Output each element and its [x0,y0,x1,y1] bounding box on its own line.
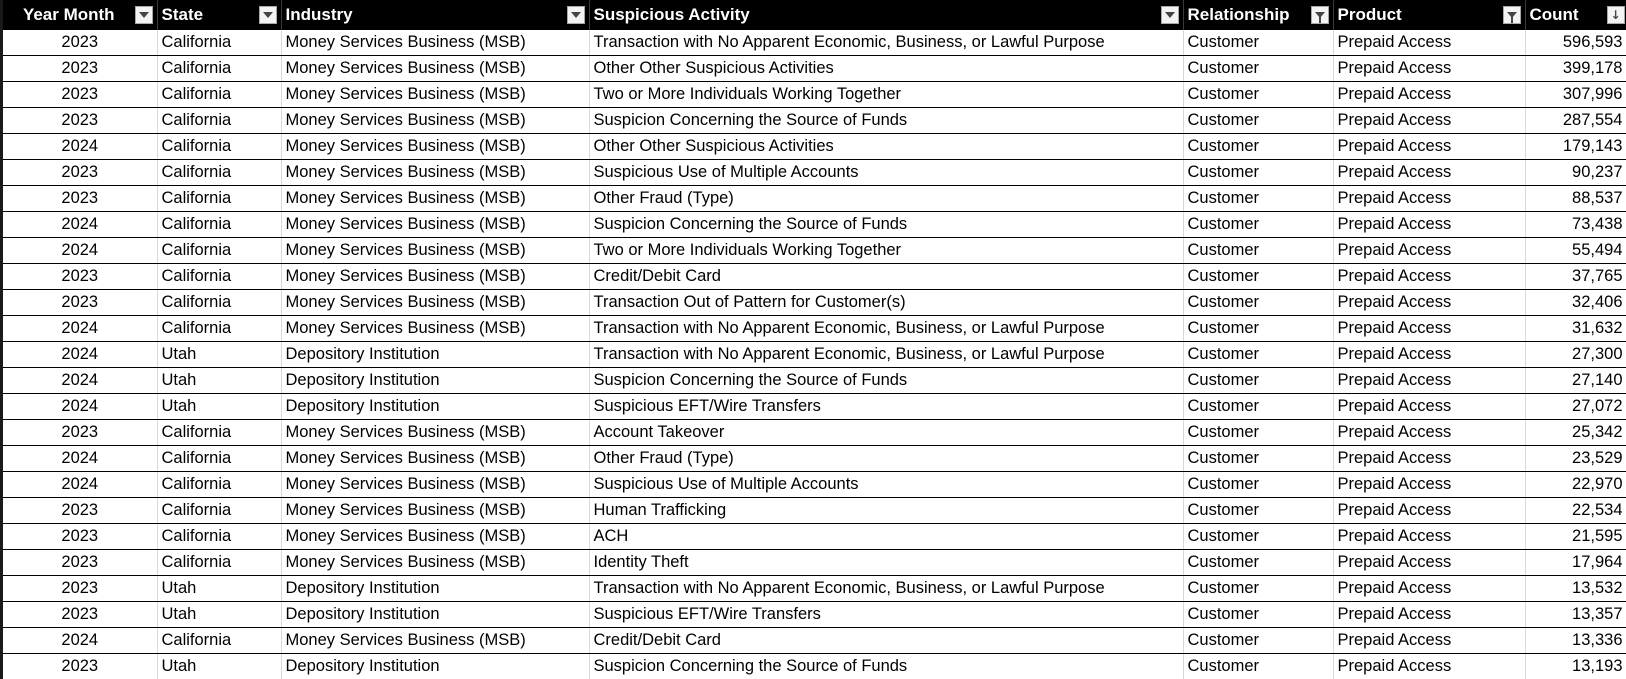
table-row [3,498,1626,524]
sort-descending-button[interactable] [1607,6,1625,24]
table-row [3,394,1626,420]
table-row [3,134,1626,160]
cell-count[interactable]: 13,193 [1525,654,1626,679]
cell-state[interactable]: California [157,290,281,316]
cell-count[interactable]: 13,532 [1525,576,1626,602]
cell-suspicious-activity[interactable]: Credit/Debit Card [589,628,1183,654]
cell-state[interactable]: California [157,420,281,446]
filter-dropdown-button[interactable] [567,6,585,24]
cell-year-month[interactable]: 2023 [3,264,157,290]
cell-year-month[interactable]: 2024 [3,134,157,160]
cell-suspicious-activity[interactable]: Transaction with No Apparent Economic, Business, or Lawful Purpose [589,30,1183,56]
cell-relationship[interactable]: Customer [1183,602,1333,628]
table-row [3,524,1626,550]
cell-year-month[interactable]: 2023 [3,498,157,524]
cell-year-month[interactable]: 2024 [3,212,157,238]
header-label: Industry [285,5,353,25]
cell-suspicious-activity[interactable]: Transaction with No Apparent Economic, Business, or Lawful Purpose [589,576,1183,602]
table-row [3,446,1626,472]
cell-product[interactable]: Prepaid Access [1333,524,1525,550]
cell-relationship[interactable]: Customer [1183,550,1333,576]
cell-product[interactable]: Prepaid Access [1333,498,1525,524]
cell-product[interactable]: Prepaid Access [1333,30,1525,56]
cell-count[interactable]: 55,494 [1525,238,1626,264]
filter-dropdown-button[interactable] [259,6,277,24]
cell-suspicious-activity[interactable]: Suspicion Concerning the Source of Funds [589,108,1183,134]
table-row [3,290,1626,316]
cell-industry[interactable]: Depository Institution [281,576,589,602]
cell-count[interactable]: 23,529 [1525,446,1626,472]
table-row [3,654,1626,679]
table-row [3,420,1626,446]
cell-product[interactable]: Prepaid Access [1333,628,1525,654]
cell-count[interactable]: 287,554 [1525,108,1626,134]
cell-suspicious-activity[interactable]: Suspicious Use of Multiple Accounts [589,160,1183,186]
table-row [3,30,1626,56]
filter-dropdown-button[interactable] [135,6,153,24]
cell-product[interactable]: Prepaid Access [1333,602,1525,628]
filter-applied-button[interactable] [1311,6,1329,24]
cell-year-month[interactable]: 2024 [3,368,157,394]
cell-year-month[interactable]: 2023 [3,654,157,679]
header-label: Suspicious Activity [593,5,750,25]
cell-suspicious-activity[interactable]: Suspicious Use of Multiple Accounts [589,472,1183,498]
cell-industry[interactable]: Money Services Business (MSB) [281,160,589,186]
cell-relationship[interactable]: Customer [1183,186,1333,212]
cell-relationship[interactable]: Customer [1183,524,1333,550]
cell-count[interactable]: 596,593 [1525,30,1626,56]
header-label: Product [1337,5,1402,25]
cell-product[interactable]: Prepaid Access [1333,394,1525,420]
cell-relationship[interactable]: Customer [1183,472,1333,498]
cell-count[interactable]: 90,237 [1525,160,1626,186]
table-row [3,82,1626,108]
cell-industry[interactable]: Money Services Business (MSB) [281,108,589,134]
cell-state[interactable]: Utah [157,576,281,602]
cell-product[interactable]: Prepaid Access [1333,134,1525,160]
cell-suspicious-activity[interactable]: Transaction with No Apparent Economic, Business, or Lawful Purpose [589,316,1183,342]
cell-count[interactable]: 21,595 [1525,524,1626,550]
cell-product[interactable]: Prepaid Access [1333,160,1525,186]
table-row [3,316,1626,342]
cell-count[interactable]: 307,996 [1525,82,1626,108]
cell-industry[interactable]: Depository Institution [281,654,589,679]
cell-count[interactable]: 27,300 [1525,342,1626,368]
cell-state[interactable]: California [157,160,281,186]
cell-relationship[interactable]: Customer [1183,316,1333,342]
filter-funnel-icon [1315,12,1325,18]
cell-product[interactable]: Prepaid Access [1333,56,1525,82]
cell-suspicious-activity[interactable]: Suspicion Concerning the Source of Funds [589,654,1183,679]
table-row [3,576,1626,602]
cell-state[interactable]: Utah [157,602,281,628]
cell-state[interactable]: California [157,212,281,238]
cell-state[interactable]: California [157,186,281,212]
cell-suspicious-activity[interactable]: Other Other Suspicious Activities [589,56,1183,82]
cell-year-month[interactable]: 2023 [3,108,157,134]
cell-year-month[interactable]: 2024 [3,394,157,420]
cell-industry[interactable]: Money Services Business (MSB) [281,56,589,82]
cell-count[interactable]: 27,072 [1525,394,1626,420]
header-label: Relationship [1187,5,1290,25]
cell-year-month[interactable]: 2024 [3,238,157,264]
cell-relationship[interactable]: Customer [1183,134,1333,160]
cell-year-month[interactable]: 2024 [3,342,157,368]
cell-product[interactable]: Prepaid Access [1333,290,1525,316]
cell-suspicious-activity[interactable]: Other Fraud (Type) [589,186,1183,212]
cell-state[interactable]: California [157,134,281,160]
cell-industry[interactable]: Money Services Business (MSB) [281,30,589,56]
cell-suspicious-activity[interactable]: Other Fraud (Type) [589,446,1183,472]
cell-product[interactable]: Prepaid Access [1333,472,1525,498]
cell-year-month[interactable]: 2024 [3,472,157,498]
filter-applied-button[interactable] [1503,6,1521,24]
cell-relationship[interactable]: Customer [1183,628,1333,654]
header-industry[interactable] [281,0,589,30]
cell-industry[interactable]: Money Services Business (MSB) [281,446,589,472]
cell-state[interactable]: California [157,238,281,264]
cell-count[interactable]: 88,537 [1525,186,1626,212]
cell-state[interactable]: Utah [157,368,281,394]
cell-industry[interactable]: Money Services Business (MSB) [281,212,589,238]
cell-year-month[interactable]: 2023 [3,420,157,446]
cell-industry[interactable]: Money Services Business (MSB) [281,290,589,316]
table-row [3,160,1626,186]
table-row [3,56,1626,82]
table-body [3,30,1626,679]
cell-product[interactable]: Prepaid Access [1333,238,1525,264]
cell-state[interactable]: California [157,56,281,82]
cell-state[interactable]: California [157,524,281,550]
cell-state[interactable]: California [157,550,281,576]
cell-product[interactable]: Prepaid Access [1333,420,1525,446]
dropdown-arrow-icon [1165,12,1175,18]
cell-year-month[interactable]: 2023 [3,82,157,108]
cell-year-month[interactable]: 2023 [3,30,157,56]
header-row [3,0,1626,30]
cell-product[interactable]: Prepaid Access [1333,108,1525,134]
cell-relationship[interactable]: Customer [1183,654,1333,679]
dropdown-arrow-icon [263,12,273,18]
filter-funnel-icon [1507,12,1517,18]
data-table [3,0,1626,679]
cell-count[interactable]: 25,342 [1525,420,1626,446]
sort-descending-icon: ↓ [1610,8,1621,22]
cell-suspicious-activity[interactable]: ACH [589,524,1183,550]
cell-relationship[interactable]: Customer [1183,576,1333,602]
cell-product[interactable]: Prepaid Access [1333,576,1525,602]
cell-year-month[interactable]: 2023 [3,602,157,628]
cell-state[interactable]: Utah [157,654,281,679]
cell-suspicious-activity[interactable]: Two or More Individuals Working Together [589,82,1183,108]
table-row [3,108,1626,134]
cell-industry[interactable]: Money Services Business (MSB) [281,550,589,576]
cell-count[interactable]: 13,357 [1525,602,1626,628]
cell-count[interactable]: 31,632 [1525,316,1626,342]
cell-year-month[interactable]: 2023 [3,290,157,316]
cell-industry[interactable]: Depository Institution [281,342,589,368]
dropdown-arrow-icon [139,12,149,18]
cell-industry[interactable]: Money Services Business (MSB) [281,238,589,264]
header-label: Year Month [22,5,115,25]
cell-relationship[interactable]: Customer [1183,342,1333,368]
cell-year-month[interactable]: 2024 [3,316,157,342]
cell-count[interactable]: 13,336 [1525,628,1626,654]
cell-relationship[interactable]: Customer [1183,420,1333,446]
cell-product[interactable]: Prepaid Access [1333,82,1525,108]
cell-suspicious-activity[interactable]: Account Takeover [589,420,1183,446]
cell-product[interactable]: Prepaid Access [1333,264,1525,290]
cell-count[interactable]: 22,534 [1525,498,1626,524]
cell-suspicious-activity[interactable]: Other Other Suspicious Activities [589,134,1183,160]
cell-product[interactable]: Prepaid Access [1333,446,1525,472]
cell-state[interactable]: California [157,264,281,290]
cell-suspicious-activity[interactable]: Suspicion Concerning the Source of Funds [589,212,1183,238]
cell-year-month[interactable]: 2024 [3,446,157,472]
cell-relationship[interactable]: Customer [1183,56,1333,82]
cell-industry[interactable]: Depository Institution [281,602,589,628]
cell-industry[interactable]: Money Services Business (MSB) [281,82,589,108]
header-label: Count [1529,5,1579,25]
cell-suspicious-activity[interactable]: Identity Theft [589,550,1183,576]
cell-industry[interactable]: Money Services Business (MSB) [281,524,589,550]
cell-suspicious-activity[interactable]: Transaction with No Apparent Economic, Business, or Lawful Purpose [589,342,1183,368]
cell-suspicious-activity[interactable]: Human Trafficking [589,498,1183,524]
header-product[interactable] [1333,0,1525,30]
cell-relationship[interactable]: Customer [1183,108,1333,134]
header-year-month[interactable] [3,0,157,30]
cell-count[interactable]: 17,964 [1525,550,1626,576]
cell-product[interactable]: Prepaid Access [1333,654,1525,679]
cell-count[interactable]: 22,970 [1525,472,1626,498]
table-row [3,186,1626,212]
dropdown-arrow-icon [571,12,581,18]
cell-industry[interactable]: Depository Institution [281,368,589,394]
cell-product[interactable]: Prepaid Access [1333,186,1525,212]
cell-product[interactable]: Prepaid Access [1333,550,1525,576]
cell-year-month[interactable]: 2023 [3,524,157,550]
cell-suspicious-activity[interactable]: Suspicion Concerning the Source of Funds [589,368,1183,394]
cell-year-month[interactable]: 2023 [3,160,157,186]
cell-relationship[interactable]: Customer [1183,446,1333,472]
cell-industry[interactable]: Money Services Business (MSB) [281,316,589,342]
cell-relationship[interactable]: Customer [1183,238,1333,264]
cell-industry[interactable]: Money Services Business (MSB) [281,472,589,498]
cell-suspicious-activity[interactable]: Suspicious EFT/Wire Transfers [589,394,1183,420]
table-row [3,212,1626,238]
cell-suspicious-activity[interactable]: Transaction Out of Pattern for Customer(s) [589,290,1183,316]
table-row [3,264,1626,290]
filter-dropdown-button[interactable] [1161,6,1179,24]
cell-relationship[interactable]: Customer [1183,498,1333,524]
cell-product[interactable]: Prepaid Access [1333,342,1525,368]
cell-state[interactable]: California [157,472,281,498]
cell-count[interactable]: 27,140 [1525,368,1626,394]
table-row [3,238,1626,264]
cell-relationship[interactable]: Customer [1183,212,1333,238]
cell-industry[interactable]: Money Services Business (MSB) [281,628,589,654]
cell-suspicious-activity[interactable]: Two or More Individuals Working Together [589,238,1183,264]
cell-industry[interactable]: Depository Institution [281,394,589,420]
cell-industry[interactable]: Money Services Business (MSB) [281,264,589,290]
cell-count[interactable]: 179,143 [1525,134,1626,160]
cell-relationship[interactable]: Customer [1183,160,1333,186]
cell-relationship[interactable]: Customer [1183,30,1333,56]
table-row [3,342,1626,368]
cell-year-month[interactable]: 2023 [3,186,157,212]
cell-relationship[interactable]: Customer [1183,394,1333,420]
cell-state[interactable]: California [157,108,281,134]
cell-count[interactable]: 37,765 [1525,264,1626,290]
cell-suspicious-activity[interactable]: Credit/Debit Card [589,264,1183,290]
cell-product[interactable]: Prepaid Access [1333,368,1525,394]
cell-year-month[interactable]: 2024 [3,628,157,654]
cell-industry[interactable]: Money Services Business (MSB) [281,420,589,446]
cell-industry[interactable]: Money Services Business (MSB) [281,186,589,212]
header-state[interactable] [157,0,281,30]
cell-state[interactable]: California [157,316,281,342]
cell-count[interactable]: 73,438 [1525,212,1626,238]
header-count[interactable] [1525,0,1626,30]
cell-relationship[interactable]: Customer [1183,290,1333,316]
cell-industry[interactable]: Money Services Business (MSB) [281,498,589,524]
cell-relationship[interactable]: Customer [1183,264,1333,290]
cell-state[interactable]: Utah [157,394,281,420]
cell-state[interactable]: California [157,498,281,524]
table-row [3,368,1626,394]
table-row [3,472,1626,498]
cell-relationship[interactable]: Customer [1183,82,1333,108]
cell-year-month[interactable]: 2023 [3,576,157,602]
header-relationship[interactable] [1183,0,1333,30]
cell-suspicious-activity[interactable]: Suspicious EFT/Wire Transfers [589,602,1183,628]
cell-state[interactable]: California [157,82,281,108]
cell-product[interactable]: Prepaid Access [1333,212,1525,238]
cell-industry[interactable]: Money Services Business (MSB) [281,134,589,160]
header-suspicious-activity[interactable] [589,0,1183,30]
cell-count[interactable]: 399,178 [1525,56,1626,82]
cell-product[interactable]: Prepaid Access [1333,316,1525,342]
cell-count[interactable]: 32,406 [1525,290,1626,316]
table-row [3,550,1626,576]
header-label: State [161,5,204,25]
table-row [3,628,1626,654]
cell-state[interactable]: Utah [157,342,281,368]
cell-year-month[interactable]: 2023 [3,550,157,576]
cell-year-month[interactable]: 2023 [3,56,157,82]
cell-state[interactable]: California [157,628,281,654]
cell-state[interactable]: California [157,446,281,472]
cell-state[interactable]: California [157,30,281,56]
cell-relationship[interactable]: Customer [1183,368,1333,394]
table-row [3,602,1626,628]
